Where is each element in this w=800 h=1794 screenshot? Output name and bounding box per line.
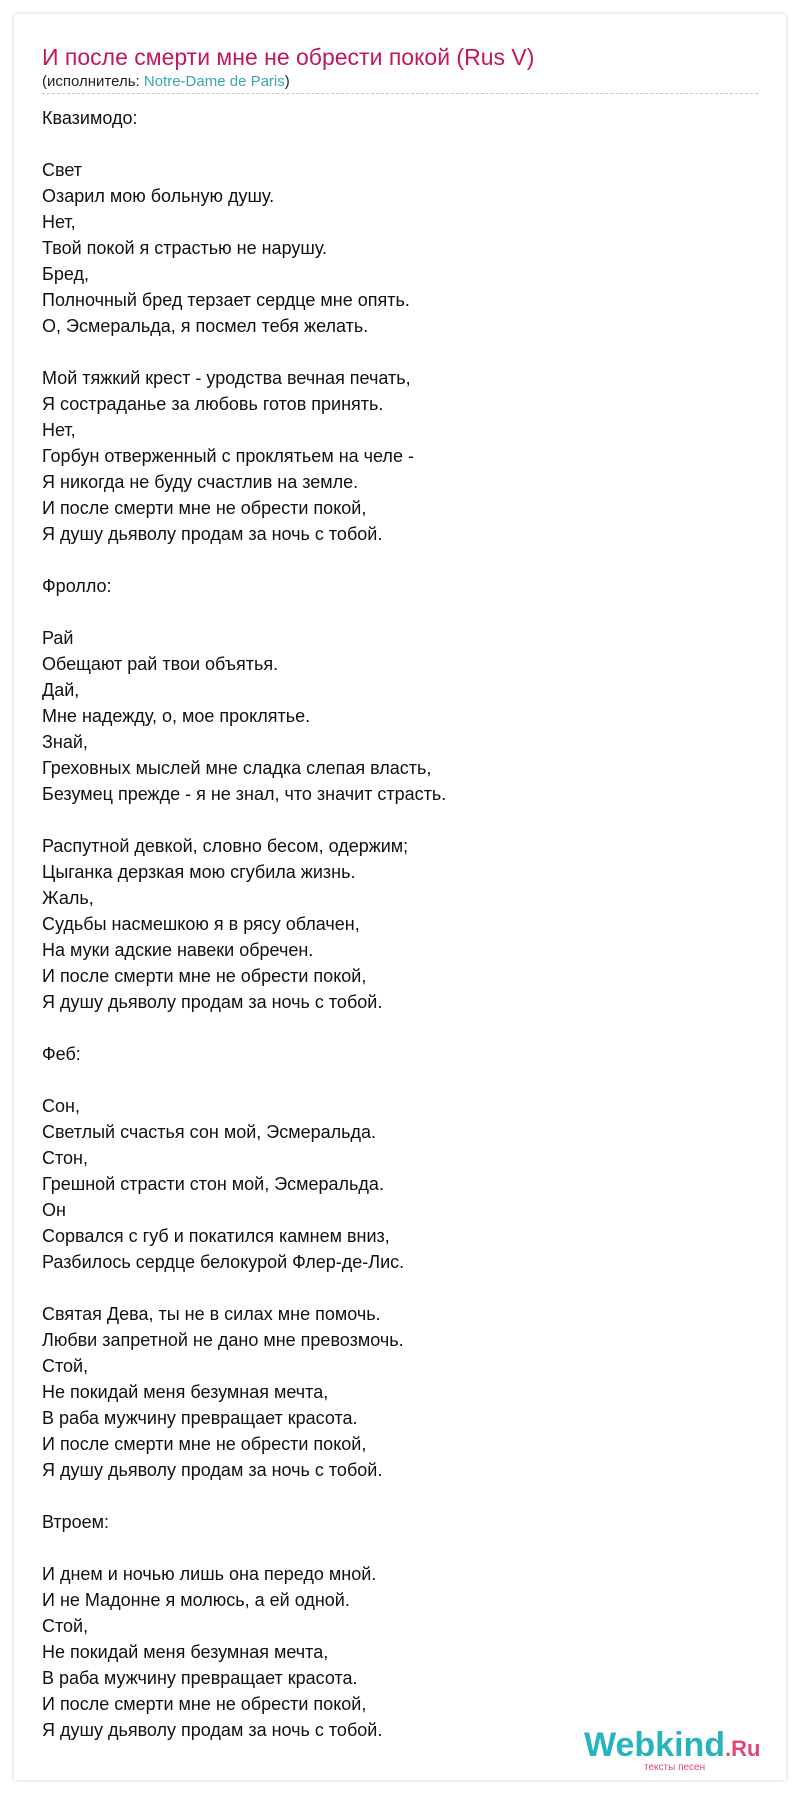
lyrics-line: Разбилось сердце белокурой Флер-де-Лис. [42, 1252, 405, 1272]
lyrics-line: Квазимодо: [42, 108, 138, 128]
lyrics-line: Бред, [42, 264, 89, 284]
lyrics-line: Сорвался с губ и покатился камнем вниз, [42, 1226, 390, 1246]
lyrics-line: О, Эсмеральда, я посмел тебя желать. [42, 316, 369, 336]
lyrics-line: Судьбы насмешкою я в рясу облачен, [42, 914, 360, 934]
lyrics-line: Втроем: [42, 1512, 110, 1532]
lyrics-line: Стой, [42, 1616, 89, 1636]
logo-tagline: тексты песен [644, 1762, 706, 1773]
lyrics-line: И после смерти мне не обрести покой, [42, 1694, 367, 1714]
lyrics-blank-line [42, 599, 742, 625]
lyrics-line: Озарил мою больную душу. [42, 186, 275, 206]
lyrics-line: Обещают рай твои объятья. [42, 654, 279, 674]
lyrics-line: И не Мадонне я молюсь, а ей одной. [42, 1590, 350, 1610]
lyrics-line: Светлый счастья сон мой, Эсмеральда. [42, 1122, 377, 1142]
lyrics-line: Он [42, 1200, 66, 1220]
lyrics-line: Знай, [42, 732, 88, 752]
lyrics-blank-line [42, 1535, 742, 1561]
title-divider [42, 93, 758, 94]
lyrics-line: Сон, [42, 1096, 80, 1116]
lyrics-line: Цыганка дерзкая мою сгубила жизнь. [42, 862, 356, 882]
performer-suffix: ) [284, 73, 290, 90]
lyrics-line: Мне надежду, о, мое проклятье. [42, 706, 311, 726]
lyrics-line: Святая Дева, ты не в силах мне помочь. [42, 1304, 381, 1324]
lyrics-line: Феб: [42, 1044, 81, 1064]
lyrics-line: Нет, [42, 212, 76, 232]
lyrics-line: Мой тяжкий крест - уродства вечная печать, [42, 368, 411, 388]
lyrics-line: Распутной девкой, словно бесом, одержим; [42, 836, 409, 856]
lyrics-blank-line [42, 1275, 742, 1301]
lyrics-blank-line [42, 1015, 742, 1041]
lyrics-blank-line [42, 547, 742, 573]
lyrics-line: И после смерти мне не обрести покой, [42, 1434, 367, 1454]
lyrics-line: Жаль, [42, 888, 94, 908]
lyrics-line: Горбун отверженный с проклятьем на челе - [42, 446, 414, 466]
lyrics-line: Дай, [42, 680, 80, 700]
logo-tld-text: .Ru [725, 1736, 761, 1761]
lyrics-line: И после смерти мне не обрести покой, [42, 498, 367, 518]
lyrics-line: Безумец прежде - я не знал, что значит страсть. [42, 784, 447, 804]
lyrics-line: Я душу дьяволу продам за ночь с тобой. [42, 992, 383, 1012]
lyrics-line: Полночный бред терзает сердце мне опять. [42, 290, 410, 310]
lyrics-line: Любви запретной не дано мне превозмочь. [42, 1330, 404, 1350]
lyrics-body [42, 105, 742, 1743]
lyrics-line: Я состраданье за любовь готов принять. [42, 394, 384, 414]
lyrics-blank-line [42, 1067, 742, 1093]
lyrics-line: Рай [42, 628, 74, 648]
lyrics-line: Грешной страсти стон мой, Эсмеральда. [42, 1174, 384, 1194]
lyrics-line: Свет [42, 160, 83, 180]
performer-link[interactable]: Notre-Dame de Paris [143, 73, 285, 90]
lyrics-line: Я никогда не буду счастлив на земле. [42, 472, 359, 492]
logo-main-text: Webkind [584, 1726, 726, 1764]
lyrics-line: Не покидай меня безумная мечта, [42, 1642, 329, 1662]
performer-prefix: (исполнитель: [42, 73, 144, 90]
lyrics-line: На муки адские навеки обречен. [42, 940, 314, 960]
lyrics-line: И после смерти мне не обрести покой, [42, 966, 367, 986]
lyrics-line: Не покидай меня безумная мечта, [42, 1382, 329, 1402]
lyrics-line: Я душу дьяволу продам за ночь с тобой. [42, 524, 383, 544]
lyrics-blank-line [42, 807, 742, 833]
song-title: И после смерти мне не обрести покой (Rus V) [42, 44, 535, 70]
lyrics-line: В раба мужчину превращает красота. [42, 1408, 358, 1428]
lyrics-blank-line [42, 1483, 742, 1509]
lyrics-line: Я душу дьяволу продам за ночь с тобой. [42, 1460, 383, 1480]
lyrics-line: Нет, [42, 420, 76, 440]
site-logo[interactable] [584, 1726, 774, 1774]
lyrics-line: Стой, [42, 1356, 89, 1376]
lyrics-line: Фролло: [42, 576, 112, 596]
lyrics-line: Твой покой я страстью не нарушу. [42, 238, 328, 258]
lyrics-line: В раба мужчину превращает красота. [42, 1668, 358, 1688]
performer-line [42, 73, 290, 91]
lyrics-blank-line [42, 339, 742, 365]
lyrics-line: И днем и ночью лишь она передо мной. [42, 1564, 377, 1584]
lyrics-line: Греховных мыслей мне сладка слепая власть, [42, 758, 432, 778]
lyrics-blank-line [42, 131, 742, 157]
lyrics-line: Я душу дьяволу продам за ночь с тобой. [42, 1720, 383, 1740]
lyrics-line: Стон, [42, 1148, 88, 1168]
